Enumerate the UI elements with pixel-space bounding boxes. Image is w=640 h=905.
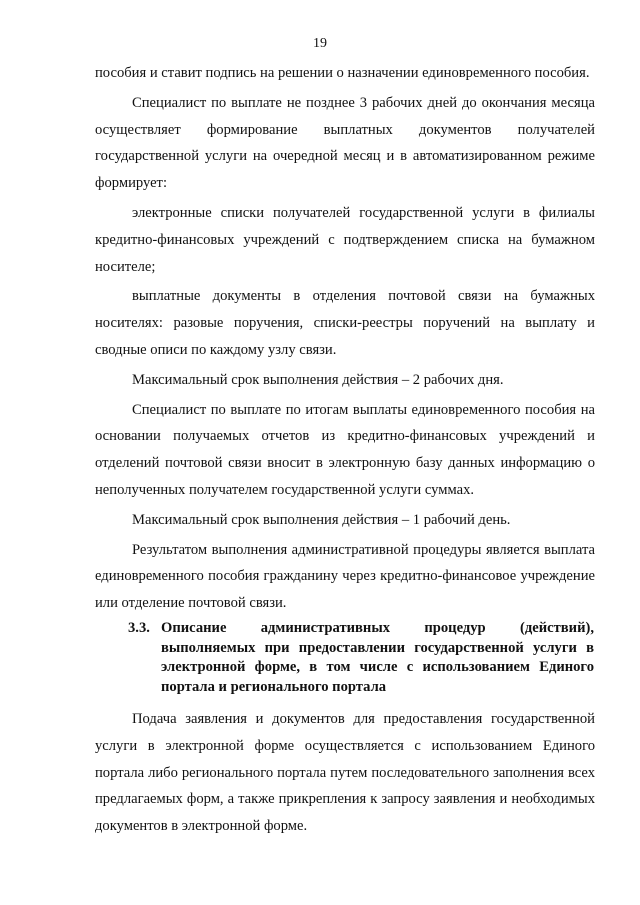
section-title: Описание административных процедур (действий), выполняемых при предоставлении государственной услуги в электронной форме, в том числе с использованием Единого портала и регионального портала xyxy=(161,620,594,695)
paragraph-continuation: пособия и ставит подпись на решении о назначении единовременного пособия. xyxy=(95,65,590,81)
body-text xyxy=(95,60,595,617)
paragraph-payment-documents: выплатные документы в отделения почтовой связи на бумажных носителях: разовые поручения, списки-реестры поручений на выплату и сводные описи по каждому узлу связи. xyxy=(95,288,595,358)
body-text-closing xyxy=(95,706,595,840)
paragraph-payment-specialist: Специалист по выплате не позднее 3 рабочих дней до окончания месяца осуществляет формирование выплатных документов получателей государственной услуги на очередной месяц и в автоматизированном режиме формирует: xyxy=(95,94,595,192)
section-number: 3.3. xyxy=(128,620,150,636)
paragraph-electronic-lists: электронные списки получателей государственной услуги в филиалы кредитно-финансовых учреждений с подтверждением списка на бумажном носителе; xyxy=(95,204,595,275)
page-number: 19 xyxy=(313,36,327,51)
paragraph-max-term-1-day: Максимальный срок выполнения действия – 1 рабочий день. xyxy=(132,511,511,528)
paragraph-procedure-result: Результатом выполнения административной процедуры является выплата единовременного пособия гражданину через кредитно-финансовое учреждение или отделение почтовой связи. xyxy=(95,541,595,612)
paragraph-max-term-2-days: Максимальный срок выполнения действия – 2 рабочих дня. xyxy=(132,371,504,388)
section-heading xyxy=(128,619,594,697)
paragraph-electronic-submission: Подача заявления и документов для предоставления государственной услуги в электронной форме осуществляется с использованием Единого портала либо регионального портала путем последовательного заполнения всех предлагаемых форм, а также прикрепления к запросу заявления и необходимых документов в электронной форме. xyxy=(95,711,595,835)
paragraph-payment-results: Специалист по выплате по итогам выплаты единовременного пособия на основании получаемых отчетов из кредитно-финансовых учреждений и отделений почтовой связи вносит в электронную базу данных информацию о неполученных получателем государственной услуги суммах. xyxy=(95,401,595,498)
